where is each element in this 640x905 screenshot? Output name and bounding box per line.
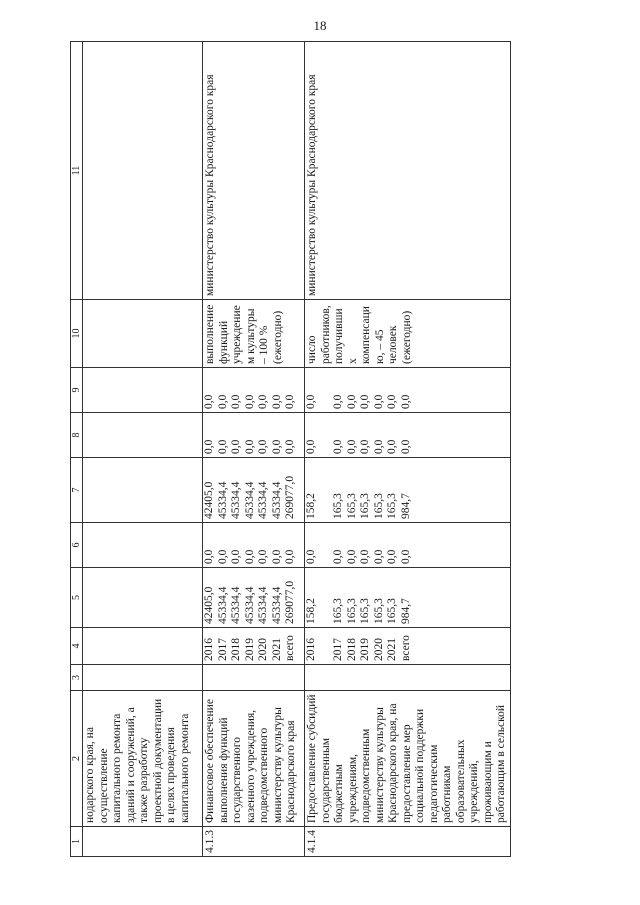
cell-line: 0,0 [216, 549, 229, 564]
cell-line: 0,0 [399, 549, 412, 564]
cell-line [319, 416, 333, 454]
cell-line: 0,0 [230, 439, 242, 454]
cell-line: 2017 [216, 638, 229, 661]
result-cell: выполнение функций учреждением культуры – 100 % (ежегодно) [203, 300, 305, 368]
executor-cell: министерство культуры Краснодарского края [305, 42, 511, 300]
cell-line: всего [399, 635, 412, 661]
cell-line: 0,0 [216, 439, 229, 454]
cell-line: 2018 [230, 638, 242, 661]
cell-line: 45334,4 [216, 481, 229, 519]
row-index: 4.1.4 [305, 827, 511, 857]
cell-line: 165,3 [386, 493, 398, 519]
value-cell [83, 523, 203, 568]
cell-line: 0,0 [305, 439, 317, 454]
cell-line: 269077,0 [284, 475, 296, 519]
years-cell [305, 628, 511, 665]
page-number: 18 [313, 18, 327, 33]
cell-line: 0,0 [284, 439, 296, 454]
result-cell: число работников, получивших компенсацию, – 45 человек (ежегодно) [305, 300, 511, 368]
rotated-page [70, 42, 595, 857]
executor-cell: министерство культуры Краснодарского края [203, 42, 305, 300]
cell-line: 0,0 [257, 439, 269, 454]
cell-line: 0,0 [332, 549, 344, 564]
header-cell: 8 [71, 413, 83, 458]
cell-line: 0,0 [399, 394, 412, 409]
cell-line: 45334,4 [216, 586, 229, 624]
program-table [70, 41, 511, 857]
cell-line [319, 571, 333, 624]
cell-line: 0,0 [345, 439, 358, 454]
cell-line: 42405,0 [203, 481, 215, 519]
cell-line: 0,0 [203, 439, 215, 454]
cell-line: 0,0 [386, 549, 398, 564]
cell-line: 2020 [372, 638, 385, 661]
cell-line: 269077,0 [284, 580, 296, 624]
cell-line: 165,3 [359, 493, 371, 519]
cell-line: 0,0 [359, 439, 371, 454]
value-cell [305, 413, 511, 458]
value-cell [83, 568, 203, 628]
result-cell [83, 300, 203, 368]
table-row [305, 42, 511, 857]
header-cell: 1 [71, 827, 83, 857]
cell-line: 165,3 [386, 598, 398, 624]
cell-line: 0,0 [386, 394, 398, 409]
executor-cell [83, 42, 203, 300]
value-cell [203, 523, 305, 568]
empty-cell [83, 665, 203, 691]
cell-line: 165,3 [332, 493, 344, 519]
cell-line: 2021 [270, 638, 283, 661]
cell-line: 2020 [257, 638, 269, 661]
cell-line: 42405,0 [203, 586, 215, 624]
cell-line: 45334,4 [257, 586, 269, 624]
cell-line: 165,3 [345, 493, 358, 519]
cell-line: 0,0 [257, 549, 269, 564]
header-cell: 11 [71, 42, 83, 300]
cell-line: 0,0 [203, 549, 215, 564]
value-cell [203, 368, 305, 413]
value-cell [305, 458, 511, 523]
value-cell [83, 368, 203, 413]
value-cell [203, 458, 305, 523]
cell-line: 45334,4 [270, 586, 283, 624]
cell-line: 45334,4 [243, 586, 256, 624]
cell-line: 0,0 [359, 394, 371, 409]
cell-line: 0,0 [305, 549, 317, 564]
table-area [70, 42, 595, 857]
cell-line: 2016 [305, 638, 317, 661]
header-cell: 10 [71, 300, 83, 368]
cell-line: всего [284, 635, 296, 661]
value-cell [305, 523, 511, 568]
cell-line: 984,7 [399, 493, 412, 519]
cell-line: 0,0 [270, 439, 283, 454]
cell-line: 984,7 [399, 598, 412, 624]
cell-line: 158,2 [305, 493, 317, 519]
value-cell [83, 458, 203, 523]
years-cell [83, 628, 203, 665]
cell-line: 0,0 [230, 394, 242, 409]
header-cell: 2 [71, 691, 83, 827]
cell-line: 2017 [332, 638, 344, 661]
cell-line: 0,0 [203, 394, 215, 409]
cell-line: 45334,4 [230, 481, 242, 519]
cell-line: 45334,4 [243, 481, 256, 519]
cell-line: 165,3 [332, 598, 344, 624]
cell-line: 165,3 [345, 598, 358, 624]
years-cell [203, 628, 305, 665]
header-row [71, 42, 83, 857]
row-description: Финансовое обеспечение выполнения функций государственного казенного учреждения, подведомственного министерству культуры Краснодарского края [203, 691, 305, 827]
row-index [83, 827, 203, 857]
cell-line: 0,0 [345, 549, 358, 564]
cell-line: 165,3 [372, 598, 385, 624]
header-cell: 3 [71, 665, 83, 691]
cell-line: 0,0 [386, 439, 398, 454]
cell-line: 0,0 [230, 549, 242, 564]
cell-line: 0,0 [216, 394, 229, 409]
table-row [203, 42, 305, 857]
cell-line: 0,0 [305, 394, 317, 409]
cell-line: 165,3 [372, 493, 385, 519]
cell-line: 0,0 [399, 439, 412, 454]
cell-line: 45334,4 [270, 481, 283, 519]
cell-line: 0,0 [332, 439, 344, 454]
empty-cell [305, 665, 511, 691]
row-index: 4.1.3 [203, 827, 305, 857]
cell-line: 0,0 [372, 394, 385, 409]
header-cell: 4 [71, 628, 83, 665]
cell-line [319, 371, 333, 409]
cell-line: 0,0 [345, 394, 358, 409]
header-cell: 9 [71, 368, 83, 413]
cell-line [319, 526, 333, 564]
cell-line: 158,2 [305, 598, 317, 624]
cell-line: 2021 [386, 638, 398, 661]
header-cell: 7 [71, 458, 83, 523]
cell-line: 2016 [203, 638, 215, 661]
value-cell [83, 413, 203, 458]
cell-line: 0,0 [243, 549, 256, 564]
cell-line: 0,0 [270, 549, 283, 564]
cell-line: 45334,4 [257, 481, 269, 519]
cell-line: 0,0 [270, 394, 283, 409]
cell-line: 45334,4 [230, 586, 242, 624]
cell-line: 2019 [243, 638, 256, 661]
header-cell: 6 [71, 523, 83, 568]
cell-line [319, 461, 333, 519]
cell-line: 0,0 [243, 439, 256, 454]
cell-line: 0,0 [372, 439, 385, 454]
cell-line: 0,0 [284, 394, 296, 409]
value-cell [305, 568, 511, 628]
table-row [83, 42, 203, 857]
cell-line: 0,0 [372, 549, 385, 564]
cell-line: 0,0 [243, 394, 256, 409]
cell-line: 0,0 [284, 549, 296, 564]
value-cell [203, 568, 305, 628]
row-description: Предоставление субсидий государственным бюджетным учреждениям, подведомственным министерству культуры Краснодарского края, на предоставление мер социальной поддержки педагогическим работникам образовательных учреждений, проживающим и работающим в сельской [305, 691, 511, 827]
row-description: нодарского края, на осуществление капитального ремонта зданий и сооружений, а также разработку проектной документации в целях проведения капитального ремонта [83, 691, 203, 827]
cell-line [319, 631, 333, 661]
cell-line: 0,0 [359, 549, 371, 564]
empty-cell [203, 665, 305, 691]
cell-line: 2019 [359, 638, 371, 661]
value-cell [203, 413, 305, 458]
cell-line: 165,3 [359, 598, 371, 624]
cell-line: 0,0 [257, 394, 269, 409]
cell-line: 2018 [345, 638, 358, 661]
header-cell: 5 [71, 568, 83, 628]
cell-line: 0,0 [332, 394, 344, 409]
value-cell [305, 368, 511, 413]
